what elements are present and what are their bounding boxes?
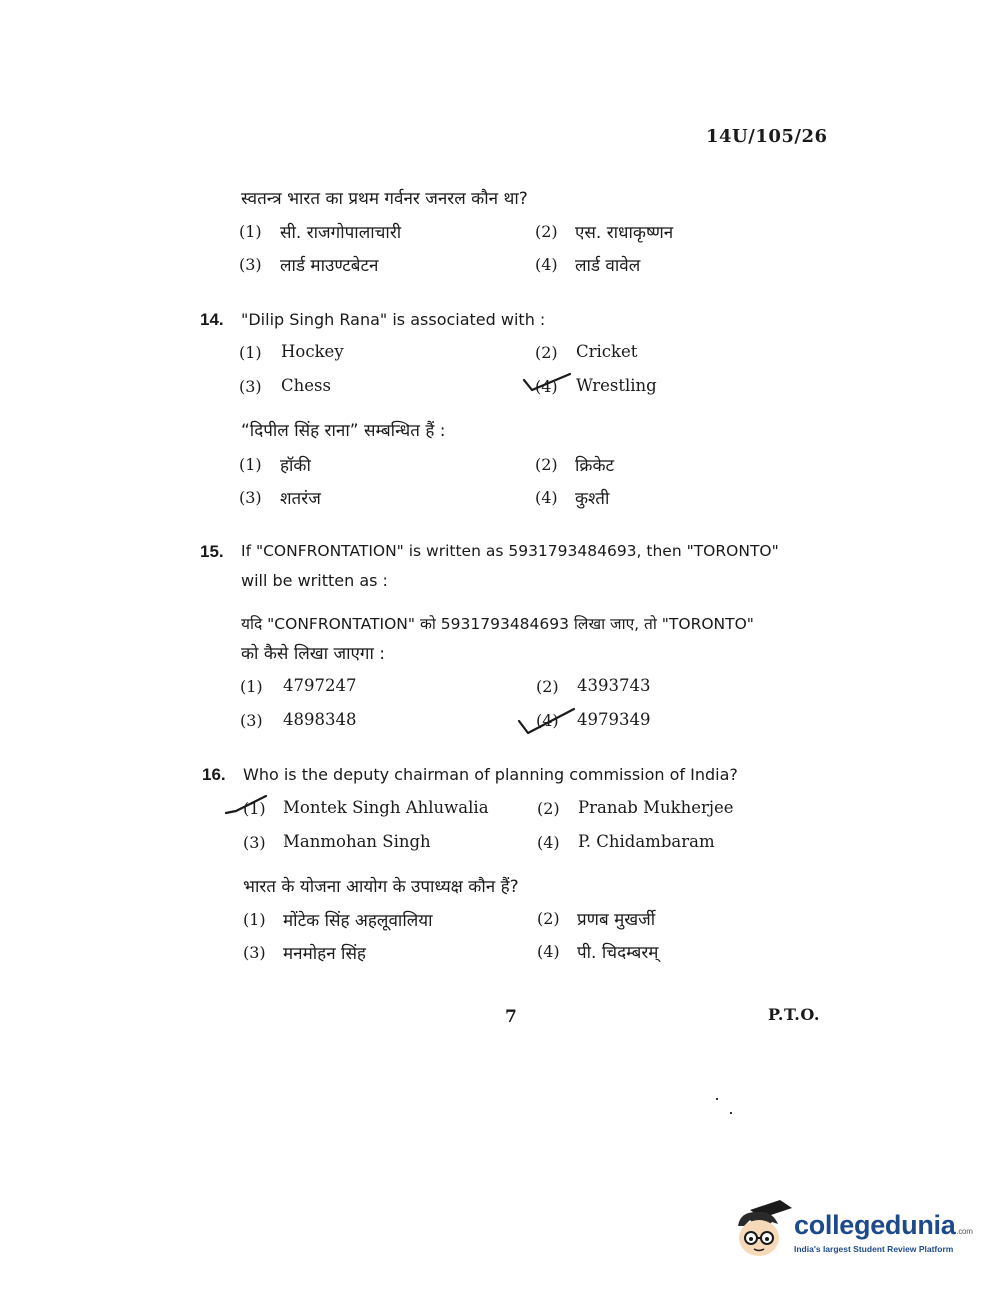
q16-opt4-text: P. Chidambaram [578, 832, 715, 851]
q15-opt1-text: 4797247 [283, 676, 357, 695]
q14-question-en: "Dilip Singh Rana" is associated with : [241, 310, 546, 329]
q14-opt2-text: Cricket [576, 342, 638, 361]
q16-opt1-text: Montek Singh Ahluwalia [283, 798, 489, 817]
paper-code: 14U/105/26 [706, 126, 828, 147]
q14-opt4-text: Wrestling [576, 376, 657, 395]
q16-opt2-text: Pranab Mukherjee [578, 798, 734, 817]
q14-opt1-text: Hockey [281, 342, 344, 361]
q16-hi-opt3-num: (3) [243, 943, 266, 962]
q14-opt1-num: (1) [239, 343, 262, 362]
q14-hi-opt4-text: कुश्ती [575, 489, 610, 509]
q13-opt2-num: (2) [535, 222, 558, 241]
q13-opt4-num: (4) [535, 255, 558, 274]
q16-opt4-num: (4) [537, 833, 560, 852]
q16-opt1-num: (1) [243, 799, 266, 818]
q14-opt3-num: (3) [239, 377, 262, 396]
q14-hi-opt1-text: हॉकी [280, 456, 311, 476]
q13-opt2-text: एस. राधाकृष्णन [575, 223, 674, 243]
q16-number: 16. [202, 765, 226, 784]
q13-opt3-num: (3) [239, 255, 262, 274]
q16-opt3-num: (3) [243, 833, 266, 852]
page-number: 7 [505, 1007, 518, 1027]
q14-opt4-num: (4) [535, 377, 558, 396]
q16-hi-opt4-num: (4) [537, 942, 560, 961]
q16-hi-opt1-num: (1) [243, 910, 266, 929]
q14-answer-tick-icon [522, 368, 574, 396]
q15-opt3-text: 4898348 [283, 710, 357, 729]
q14-number: 14. [200, 310, 224, 329]
q14-hi-opt4-num: (4) [535, 488, 558, 507]
q15-opt4-num: (4) [536, 711, 559, 730]
q13-opt1-num: (1) [239, 222, 262, 241]
q15-answer-tick-icon [516, 703, 578, 737]
q15-opt2-num: (2) [536, 677, 559, 696]
q15-opt1-num: (1) [240, 677, 263, 696]
q14-hi-opt2-text: क्रिकेट [575, 456, 615, 476]
q16-hi-opt1-text: मोंटेक सिंह अहलूवालिया [283, 911, 433, 931]
q13-opt1-text: सी. राजगोपालाचारी [280, 223, 402, 243]
q14-question-hi: “दिपील सिंह राना” सम्बन्धित हैं : [241, 421, 446, 441]
q16-question-hi: भारत के योजना आयोग के उपाध्यक्ष कौन हैं? [243, 877, 519, 897]
q16-hi-opt2-num: (2) [537, 909, 560, 928]
q15-opt2-text: 4393743 [577, 676, 651, 695]
q15-question-en-line2: will be written as : [241, 571, 388, 590]
speck [716, 1098, 718, 1100]
q15-question-hi-line2: को कैसे लिखा जाएगा : [241, 644, 385, 664]
brand-name [794, 1210, 973, 1241]
q13-opt3-text: लार्ड माउण्टबेटन [280, 256, 379, 276]
q13-opt4-text: लार्ड वावेल [575, 256, 641, 276]
q16-hi-opt3-text: मनमोहन सिंह [283, 944, 366, 964]
q15-number: 15. [200, 542, 224, 561]
q16-hi-opt4-text: पी. चिदम्बरम् [577, 943, 659, 963]
q15-opt3-num: (3) [240, 711, 263, 730]
q14-hi-opt3-num: (3) [239, 488, 262, 507]
mascot-icon [732, 1196, 794, 1262]
q15-question-en-line1: If "CONFRONTATION" is written as 5931793484693, then "TORONTO" [241, 542, 779, 560]
q16-answer-tick-icon [224, 793, 270, 823]
q14-hi-opt3-text: शतरंज [280, 489, 321, 509]
collegedunia-watermark [732, 1196, 972, 1268]
q14-hi-opt2-num: (2) [535, 455, 558, 474]
q16-hi-opt2-text: प्रणब मुखर्जी [577, 910, 656, 930]
brand-tagline: India's largest Student Review Platform [794, 1244, 954, 1254]
q14-opt2-num: (2) [535, 343, 558, 362]
q15-question-hi-line1: यदि "CONFRONTATION" को 5931793484693 लिखा जाए, तो "TORONTO" [241, 615, 754, 633]
q16-question-en: Who is the deputy chairman of planning commission of India? [243, 765, 738, 784]
brand-tld: .com [956, 1227, 973, 1236]
q15-opt4-text: 4979349 [577, 710, 651, 729]
brand-text: collegedunia [794, 1210, 956, 1240]
q16-opt3-text: Manmohan Singh [283, 832, 431, 851]
q16-opt2-num: (2) [537, 799, 560, 818]
q13-question-hi: स्वतन्त्र भारत का प्रथम गर्वनर जनरल कौन था? [241, 189, 528, 209]
speck [730, 1112, 732, 1114]
pto-label: P.T.O. [768, 1005, 820, 1024]
q14-hi-opt1-num: (1) [239, 455, 262, 474]
q14-opt3-text: Chess [281, 376, 331, 395]
